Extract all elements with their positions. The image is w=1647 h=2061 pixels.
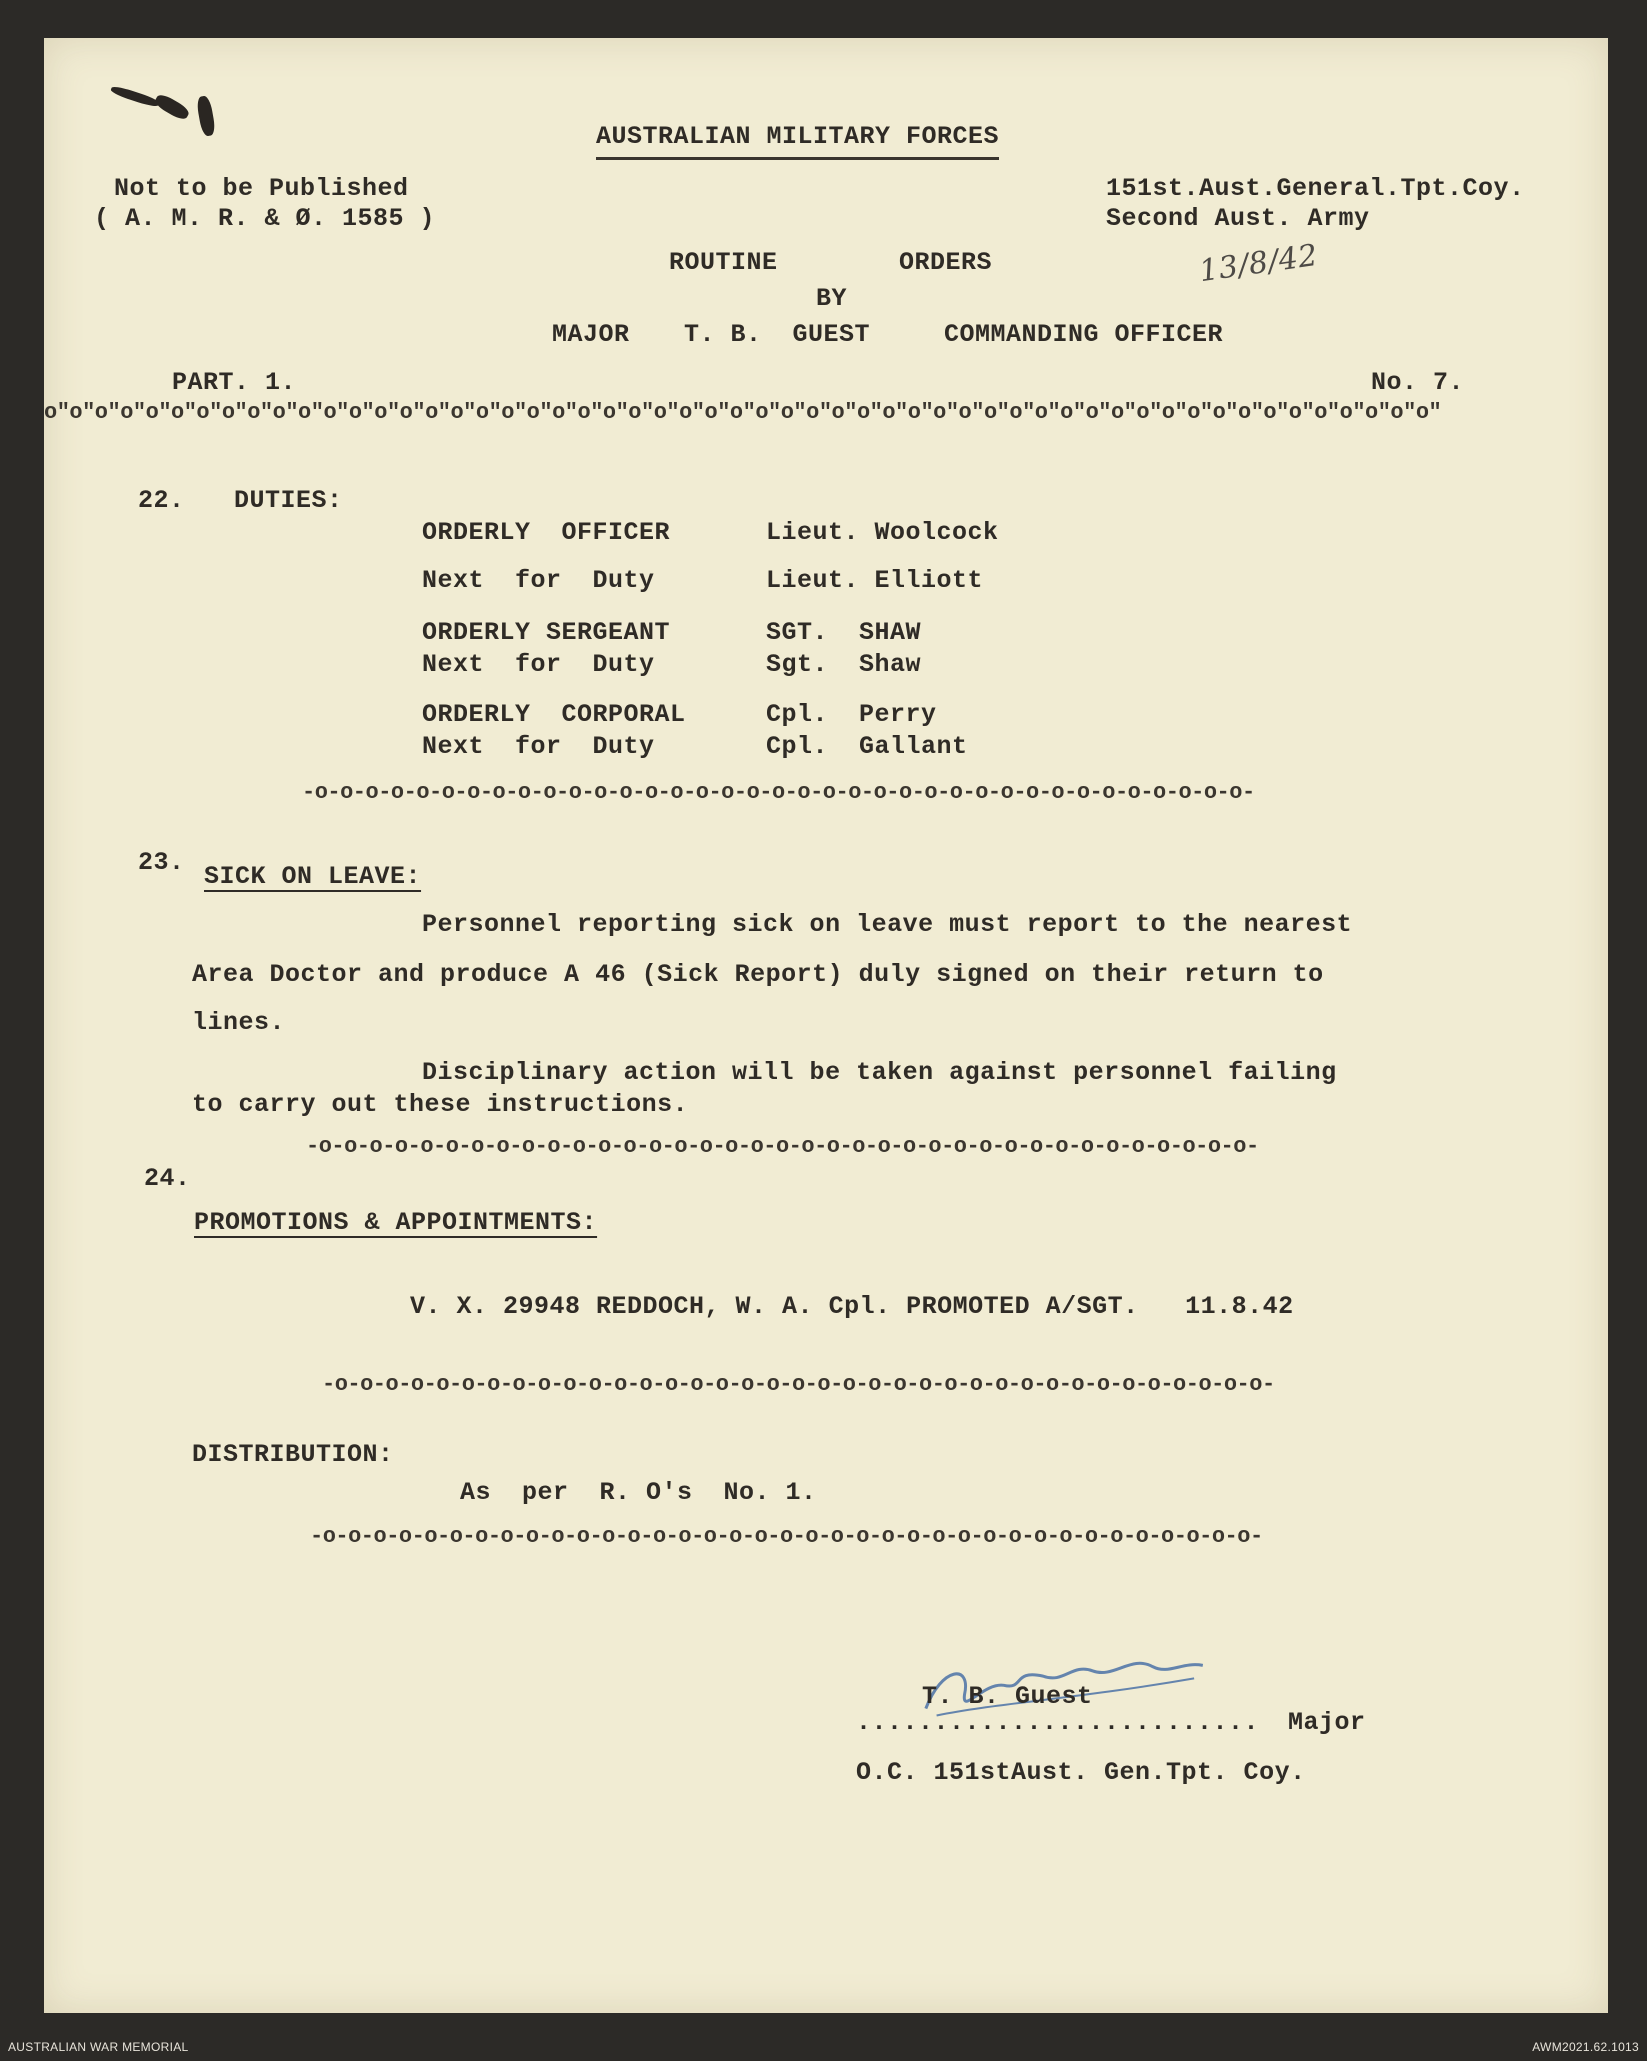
duty-role: ORDERLY OFFICER [422, 518, 671, 547]
signatory-name: T. B. Guest [922, 1682, 1093, 1711]
item-23-heading: SICK ON LEAVE: [204, 862, 422, 891]
duty-name: Cpl. Gallant [766, 732, 968, 761]
order-number: No. 7. [1371, 368, 1465, 397]
routine-label: ROUTINE [669, 248, 778, 277]
promotion-entry: V. X. 29948 REDDOCH, W. A. Cpl. PROMOTED A/SGT. 11.8.42 [410, 1292, 1294, 1321]
item-22-heading: DUTIES: [234, 486, 343, 515]
duty-role: Next for Duty [422, 650, 655, 679]
section-separator: -o-o-o-o-o-o-o-o-o-o-o-o-o-o-o-o-o-o-o-o-o-o-o-o-o-o-o-o-o-o-o-o-o-o-o-o-o- [322, 1372, 1275, 1397]
paragraph-line: to carry out these instructions. [192, 1090, 689, 1119]
header-separator: o"o"o"o"o"o"o"o"o"o"o"o"o"o"o"o"o"o"o"o"o"o"o"o"o"o"o"o"o"o"o"o"o"o"o"o"o"o"o"o"o"o"o"o"o"o"o"o"o"o"o"o"o"o"o" [44, 400, 1442, 425]
distribution-heading: DISTRIBUTION: [192, 1440, 394, 1469]
commander-name: T. B. GUEST [684, 320, 871, 349]
item-24-heading: PROMOTIONS & APPOINTMENTS: [194, 1208, 598, 1237]
item-24-number: 24. [144, 1164, 191, 1193]
footer-source: AUSTRALIAN WAR MEMORIAL [8, 2040, 189, 2054]
signature-dots: .......................... [856, 1708, 1260, 1737]
footer-accession: AWM2021.62.1013 [1532, 2040, 1639, 2054]
duty-name: SGT. SHAW [766, 618, 922, 647]
unit-name: 151st.Aust.General.Tpt.Coy. [1106, 174, 1525, 203]
duty-name: Cpl. Perry [766, 700, 937, 729]
paragraph-line: Personnel reporting sick on leave must report to the nearest [422, 910, 1353, 939]
duty-name: Lieut. Woolcock [766, 518, 999, 547]
ink-smudge [110, 84, 160, 108]
duty-role: ORDERLY CORPORAL [422, 700, 686, 729]
signatory-rank: Major [1288, 1708, 1366, 1737]
amr-reference: ( A. M. R. & Ø. 1585 ) [94, 204, 436, 233]
duty-role: Next for Duty [422, 732, 655, 761]
not-published-notice: Not to be Published [114, 174, 409, 203]
item-22-number: 22. [138, 486, 185, 515]
paragraph-line: lines. [192, 1008, 286, 1037]
orders-label: ORDERS [899, 248, 993, 277]
item-23-number: 23. [138, 848, 185, 877]
army-name: Second Aust. Army [1106, 204, 1370, 233]
document-title: AUSTRALIAN MILITARY FORCES [596, 122, 999, 160]
section-separator: -o-o-o-o-o-o-o-o-o-o-o-o-o-o-o-o-o-o-o-o-o-o-o-o-o-o-o-o-o-o-o-o-o-o-o-o-o- [302, 780, 1255, 805]
major-label: MAJOR [552, 320, 630, 349]
ink-smudge [153, 92, 191, 122]
section-separator: -o-o-o-o-o-o-o-o-o-o-o-o-o-o-o-o-o-o-o-o-o-o-o-o-o-o-o-o-o-o-o-o-o-o-o-o-o- [310, 1524, 1263, 1549]
signatory-role: O.C. 151stAust. Gen.Tpt. Coy. [856, 1758, 1306, 1787]
paragraph-line: Disciplinary action will be taken against personnel failing [422, 1058, 1337, 1087]
ink-smudge [196, 95, 217, 137]
duty-role: ORDERLY SERGEANT [422, 618, 671, 647]
duty-role: Next for Duty [422, 566, 655, 595]
by-label: BY [816, 284, 848, 313]
handwritten-date: 13/8/42 [1197, 237, 1321, 290]
duty-name: Sgt. Shaw [766, 650, 922, 679]
paragraph-line: Area Doctor and produce A 46 (Sick Report) duly signed on their return to [192, 960, 1324, 989]
duty-name: Lieut. Elliott [766, 566, 984, 595]
commanding-officer-label: COMMANDING OFFICER [944, 320, 1224, 349]
part-label: PART. 1. [172, 368, 297, 397]
section-separator: -o-o-o-o-o-o-o-o-o-o-o-o-o-o-o-o-o-o-o-o-o-o-o-o-o-o-o-o-o-o-o-o-o-o-o-o-o- [306, 1134, 1259, 1159]
distribution-text: As per R. O's No. 1. [460, 1478, 817, 1507]
document-page [44, 38, 1608, 2013]
